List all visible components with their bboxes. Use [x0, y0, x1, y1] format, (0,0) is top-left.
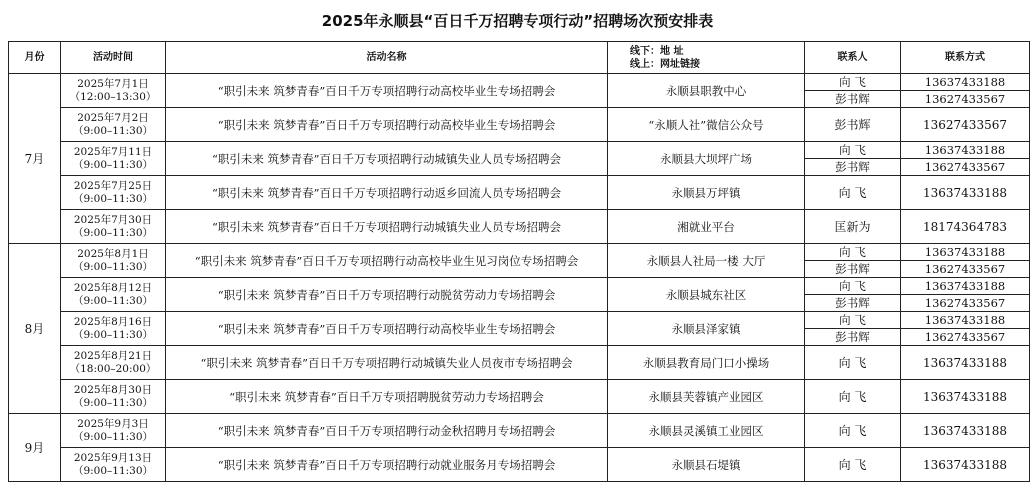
phone-number: 13637433188: [923, 457, 1007, 472]
phone-cell: [901, 74, 1030, 108]
contact-person: 向 飞: [839, 313, 866, 327]
phone-number: 13637433188: [924, 279, 1006, 293]
activity-name: “职引未来 筑梦青春”百日千万专项招聘行动就业服务月专场招聘会: [166, 448, 608, 482]
contact-person: 向 飞: [838, 390, 867, 404]
contact-person: 彭书辉: [805, 90, 900, 107]
activity-address: 永顺县泽家镇: [608, 312, 805, 346]
table-row: [9, 176, 1030, 210]
activity-hours: （9:00–11:30）: [72, 158, 154, 171]
activity-name: “职引未来 筑梦青春”百日千万专项招聘行动返乡回流人员专场招聘会: [166, 176, 608, 210]
activity-address: 湘就业平台: [608, 210, 805, 244]
activity-date: 2025年8月30日: [73, 383, 153, 396]
phone-number: 13627433567: [901, 294, 1029, 311]
contact-cell: [805, 176, 901, 210]
table-row: [9, 448, 1030, 482]
contact-person: 向 飞: [838, 186, 867, 200]
activity-date: 2025年8月12日: [73, 281, 153, 294]
contact-cell: [805, 210, 901, 244]
activity-time-cell: [61, 312, 166, 346]
contact-cell: [805, 312, 901, 346]
activity-time-cell: [61, 142, 166, 176]
contact-cell: [805, 414, 901, 448]
activity-date: 2025年7月30日: [73, 213, 153, 226]
phone-cell: [901, 346, 1030, 380]
activity-address: 永顺县职教中心: [608, 74, 805, 108]
phone-cell: [901, 176, 1030, 210]
contact-person: 向 飞: [839, 245, 866, 259]
activity-address: 永顺县万坪镇: [608, 176, 805, 210]
table-row: [9, 244, 1030, 278]
activity-time-cell: [61, 448, 166, 482]
contact-person: 向 飞: [838, 356, 867, 370]
activity-hours: （9:00–11:30）: [72, 328, 154, 341]
contact-cell: [805, 108, 901, 142]
activity-name: “职引未来 筑梦青春”百日千万专项招聘行动高校毕业生专场招聘会: [166, 108, 608, 142]
phone-number: 13637433188: [924, 75, 1006, 89]
activity-hours: （9:00–11:30）: [72, 464, 154, 477]
contact-cell: [805, 142, 901, 176]
contact-person: 彭书辉: [805, 328, 900, 345]
table-row: [9, 312, 1030, 346]
contact-person: 向 飞: [839, 143, 866, 157]
phone-cell: [901, 380, 1030, 414]
activity-time-cell: [61, 210, 166, 244]
table-row: [9, 142, 1030, 176]
phone-cell: [901, 448, 1030, 482]
phone-number: 13627433567: [901, 328, 1029, 345]
phone-number: 13637433188: [923, 355, 1007, 370]
activity-date: 2025年8月1日: [77, 247, 149, 260]
header-name: 活动名称: [166, 42, 608, 74]
contact-person: 向 飞: [839, 279, 866, 293]
activity-time-cell: [61, 108, 166, 142]
activity-time-cell: [61, 414, 166, 448]
activity-name: “职引未来 筑梦青春”百日千万专项招聘行动高校毕业生专场招聘会: [166, 312, 608, 346]
activity-name: “职引未来 筑梦青春”百日千万专项招聘脱贫劳动力专场招聘会: [166, 380, 608, 414]
table-row: [9, 108, 1030, 142]
activity-hours: （9:00–11:30）: [72, 260, 154, 273]
phone-number: 13637433188: [923, 185, 1007, 200]
month-cell: 8月: [9, 244, 61, 414]
activity-name: “职引未来 筑梦青春”百日千万专项招聘行动城镇失业人员专场招聘会: [166, 210, 608, 244]
table-row: [9, 346, 1030, 380]
table-row: [9, 380, 1030, 414]
activity-time-cell: [61, 278, 166, 312]
contact-cell: [805, 278, 901, 312]
phone-number: 13637433188: [923, 423, 1007, 438]
activity-hours: （9:00–11:30）: [72, 192, 154, 205]
activity-date: 2025年8月16日: [73, 315, 153, 328]
header-phone: 联系方式: [901, 42, 1030, 74]
activity-hours: （9:00–11:30）: [72, 294, 154, 307]
contact-person: 匡新为: [834, 220, 871, 234]
phone-cell: [901, 210, 1030, 244]
activity-date: 2025年9月3日: [77, 417, 149, 430]
contact-cell: [805, 244, 901, 278]
contact-person: 向 飞: [838, 458, 867, 472]
phone-cell: [901, 108, 1030, 142]
header-address: [608, 42, 805, 74]
phone-number: 13627433567: [901, 260, 1029, 277]
activity-name: “职引未来 筑梦青春”百日千万专项招聘行动高校毕业生见习岗位专场招聘会: [166, 244, 608, 278]
activity-hours: （9:00–11:30）: [72, 430, 154, 443]
header-contact: 联系人: [805, 42, 901, 74]
activity-hours: （12:00–13:30）: [69, 90, 157, 103]
activity-date: 2025年8月21日: [73, 349, 153, 362]
contact-person: 彭书辉: [805, 294, 900, 311]
contact-person: 彭书辉: [805, 158, 900, 175]
phone-cell: [901, 414, 1030, 448]
activity-time-cell: [61, 380, 166, 414]
phone-number: 13627433567: [901, 90, 1029, 107]
activity-address: 永顺县大坝坪广场: [608, 142, 805, 176]
phone-number: 13637433188: [924, 245, 1006, 259]
contact-cell: [805, 346, 901, 380]
activity-name: “职引未来 筑梦青春”百日千万专项招聘行动金秋招聘月专场招聘会: [166, 414, 608, 448]
contact-person: 彭书辉: [834, 118, 871, 132]
phone-number: 13627433567: [901, 158, 1029, 175]
header-address-online: 线上：网址链接: [630, 58, 700, 70]
activity-address: 永顺县石堤镇: [608, 448, 805, 482]
phone-cell: [901, 312, 1030, 346]
activity-date: 2025年9月13日: [73, 451, 153, 464]
contact-cell: [805, 380, 901, 414]
contact-cell: [805, 448, 901, 482]
activity-date: 2025年7月11日: [73, 145, 153, 158]
activity-address: 永顺县城东社区: [608, 278, 805, 312]
activity-time-cell: [61, 74, 166, 108]
activity-address: 永顺县人社局一楼 大厅: [608, 244, 805, 278]
phone-cell: [901, 278, 1030, 312]
table-row: [9, 74, 1030, 108]
activity-time-cell: [61, 176, 166, 210]
phone-number: 18174364783: [923, 219, 1007, 234]
table-row: [9, 414, 1030, 448]
header-time: 活动时间: [61, 42, 166, 74]
contact-person: 向 飞: [838, 424, 867, 438]
contact-person: 向 飞: [839, 75, 866, 89]
activity-date: 2025年7月1日: [77, 77, 149, 90]
activity-address: 永顺县灵溪镇工业园区: [608, 414, 805, 448]
activity-hours: （9:00–11:30）: [72, 396, 154, 409]
activity-name: “职引未来 筑梦青春”百日千万专项招聘行动城镇失业人员夜市专场招聘会: [166, 346, 608, 380]
activity-name: “职引未来 筑梦青春”百日千万专项招聘行动城镇失业人员专场招聘会: [166, 142, 608, 176]
phone-number: 13637433188: [923, 389, 1007, 404]
contact-cell: [805, 74, 901, 108]
phone-cell: [901, 244, 1030, 278]
month-cell: 9月: [9, 414, 61, 482]
activity-address: 永顺县教育局门口小操场: [608, 346, 805, 380]
activity-address: “永顺人社”微信公众号: [608, 108, 805, 142]
table-header-row: [9, 42, 1030, 74]
activity-name: “职引未来 筑梦青春”百日千万专项招聘行动脱贫劳动力专场招聘会: [166, 278, 608, 312]
activity-hours: （18:00–20:00）: [69, 362, 157, 375]
activity-hours: （9:00–11:30）: [72, 124, 154, 137]
activity-name: “职引未来 筑梦青春”百日千万专项招聘行动高校毕业生专场招聘会: [166, 74, 608, 108]
phone-number: 13627433567: [923, 117, 1007, 132]
contact-person: 彭书辉: [805, 260, 900, 277]
page-title: 2025年永顺县“百日千万招聘专项行动”招聘场次预安排表: [321, 12, 714, 30]
table-row: [9, 210, 1030, 244]
activity-time-cell: [61, 346, 166, 380]
phone-number: 13637433188: [924, 313, 1006, 327]
activity-date: 2025年7月2日: [77, 111, 149, 124]
phone-cell: [901, 142, 1030, 176]
activity-time-cell: [61, 244, 166, 278]
phone-number: 13637433188: [924, 143, 1006, 157]
header-month: 月份: [9, 42, 61, 74]
table-row: [9, 278, 1030, 312]
activity-date: 2025年7月25日: [73, 179, 153, 192]
activity-hours: （9:00–11:30）: [72, 226, 154, 239]
activity-address: 永顺县芙蓉镇产业园区: [608, 380, 805, 414]
header-address-offline: 线下：地 址: [630, 45, 684, 57]
month-cell: 7月: [9, 74, 61, 244]
schedule-table: [8, 41, 1030, 482]
